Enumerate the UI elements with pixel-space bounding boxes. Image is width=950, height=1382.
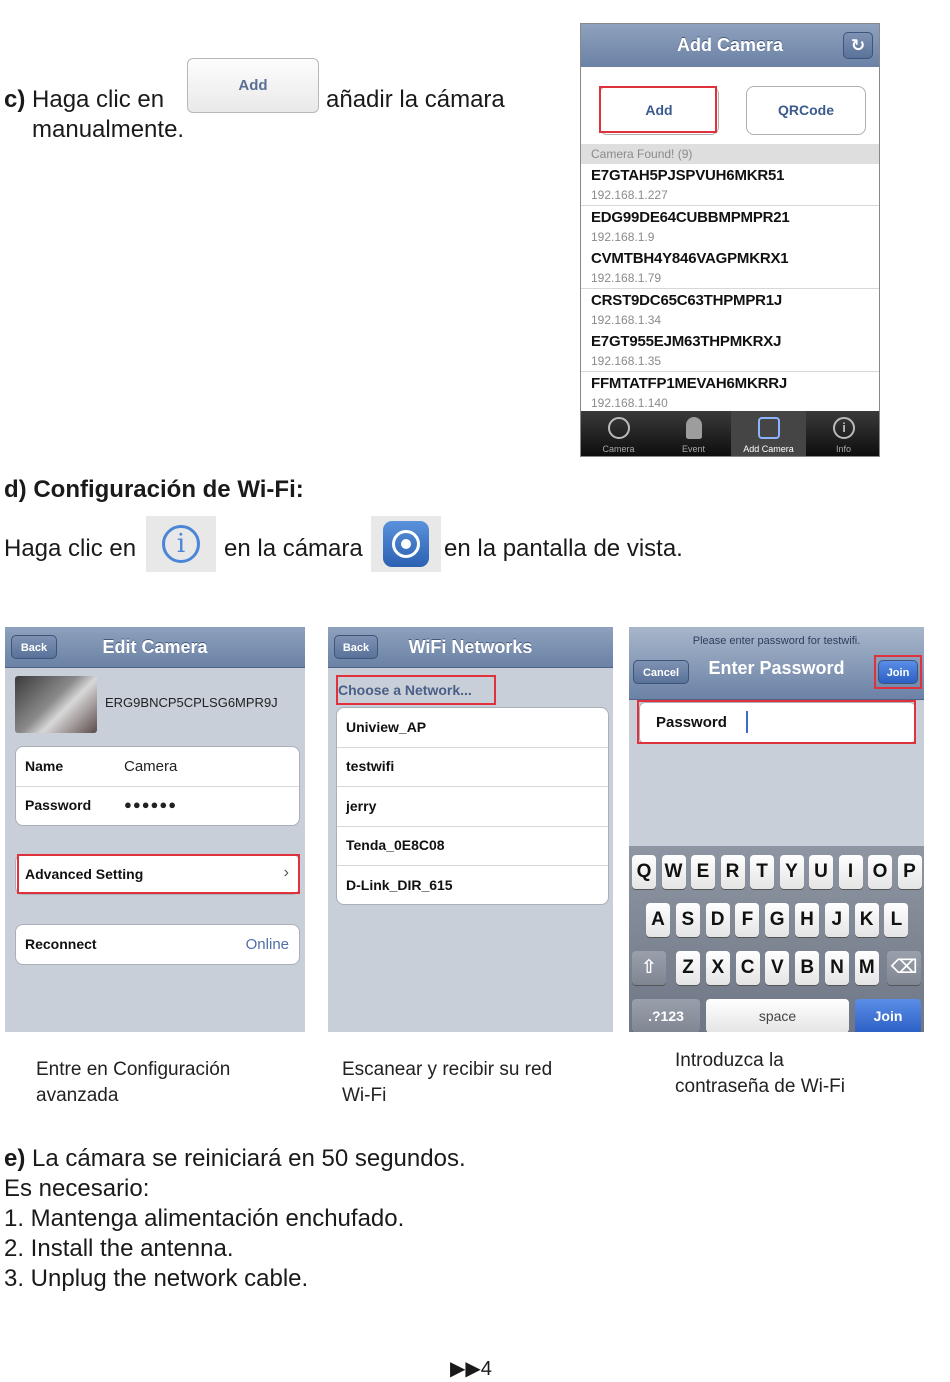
edit-camera-title: Edit Camera [102, 637, 208, 657]
caption2-line1: Escanear y recibir su red [342, 1059, 553, 1080]
choose-network-label: Choose a Network... [338, 682, 472, 698]
camera-thumbnail [15, 676, 97, 733]
qrcode-button[interactable]: QRCode [746, 86, 866, 135]
camera-ip: 192.168.1.79 [591, 271, 662, 285]
chevron-right-icon: › [283, 864, 289, 881]
tab-add-camera-label: Add Camera [743, 444, 794, 454]
camera-id: CRST9DC65C63THPMPR1J [591, 291, 783, 309]
step-c-text-before: Haga clic en [32, 86, 165, 113]
network-name: D-Link_DIR_615 [346, 876, 453, 893]
caption1-line2: avanzada [36, 1085, 119, 1106]
network-item[interactable] [337, 747, 608, 787]
password-title: Enter Password [708, 658, 845, 678]
reconnect-group [15, 924, 300, 965]
password-prompt: Please enter password for testwifi. [692, 635, 861, 647]
tab-camera[interactable] [581, 411, 656, 456]
key-t[interactable]: T [750, 855, 774, 889]
camera-list-item[interactable] [581, 247, 879, 289]
backspace-icon: ⌫ [890, 957, 918, 978]
camera-id: E7GT955EJM63THPMKRXJ [591, 333, 782, 350]
camera-icon-box [371, 516, 441, 572]
key-o[interactable]: O [868, 855, 892, 889]
key-s[interactable]: S [676, 903, 700, 937]
camera-list-item[interactable] [581, 372, 879, 414]
network-name: jerry [346, 797, 377, 814]
wifi-title: WiFi Networks [408, 637, 533, 657]
refresh-button[interactable] [843, 32, 873, 59]
step-e-line5: 3. Unplug the network cable. [4, 1265, 309, 1292]
shift-key[interactable] [632, 951, 666, 985]
numbers-key[interactable]: .?123 [632, 999, 700, 1032]
tab-add-camera[interactable] [731, 411, 806, 456]
add-camera-title: Add Camera [676, 35, 784, 55]
camera-id: E7GTAH5PJSPVUH6MKR51 [591, 167, 785, 184]
backspace-key[interactable] [887, 951, 921, 985]
join-highlight [874, 655, 922, 689]
wifi-back-button[interactable]: Back [334, 635, 378, 659]
shift-icon: ⇧ [641, 957, 657, 978]
network-list [336, 707, 609, 905]
tab-info-label: Info [835, 444, 851, 454]
join-nav-button[interactable]: Join [878, 660, 918, 684]
info-tab-icon: i [833, 417, 855, 439]
key-r[interactable]: R [721, 855, 745, 889]
camera-ip: 192.168.1.140 [591, 395, 668, 410]
key-e[interactable]: E [691, 855, 715, 889]
password-row[interactable] [16, 786, 299, 825]
add-camera-screen [580, 23, 880, 457]
inline-add-button[interactable]: Add [187, 58, 319, 113]
key-u[interactable]: U [809, 855, 833, 889]
password-field-label: Password [656, 714, 727, 731]
step-e-line3: 1. Mantenga alimentación enchufado. [4, 1205, 405, 1232]
key-c[interactable]: C [736, 951, 760, 985]
step-e-line2: Es necesario: [4, 1175, 150, 1202]
password-label: Password [25, 797, 92, 813]
camera-list-item[interactable] [581, 289, 879, 331]
tab-camera-label: Camera [602, 444, 635, 454]
caption-password [675, 1048, 845, 1100]
step-e-text1: La cámara se reiniciará en 50 segundos. [32, 1145, 466, 1172]
add-button-highlight [599, 86, 717, 133]
network-name: testwifi [346, 758, 395, 775]
camera-ip: 192.168.1.35 [591, 354, 662, 368]
camera-id: FFMTATFP1MEVAH6MKRRJ [591, 374, 787, 392]
key-m[interactable]: M [855, 951, 879, 985]
key-b[interactable]: B [795, 951, 819, 985]
advanced-setting-highlight [17, 854, 300, 894]
name-row[interactable] [16, 747, 299, 787]
name-value: Camera [124, 758, 178, 775]
key-g[interactable]: G [765, 903, 789, 937]
reconnect-label: Reconnect [25, 936, 97, 952]
info-icon-box [146, 516, 216, 572]
camera-ip: 192.168.1.34 [591, 312, 662, 327]
camera-id: CVMTBH4Y846VAGPMKRX1 [591, 250, 789, 267]
add-button[interactable]: Add [599, 86, 719, 135]
key-l[interactable]: L [884, 903, 908, 937]
camera-app-icon [383, 521, 429, 567]
camera-id: EDG99DE64CUBBMPMPR21 [591, 208, 790, 226]
edit-camera-screen [5, 627, 305, 1032]
advanced-setting-label: Advanced Setting [25, 866, 144, 882]
key-v[interactable]: V [765, 951, 789, 985]
caption1-line1: Entre en Configuración [36, 1059, 231, 1080]
network-item[interactable] [337, 708, 608, 748]
caption3-line1: Introduzca la [675, 1050, 784, 1071]
network-item[interactable] [337, 866, 608, 905]
credentials-group [15, 746, 300, 826]
tab-event[interactable] [656, 411, 731, 456]
step-c-line2: manualmente. [32, 116, 185, 143]
key-d[interactable]: D [706, 903, 730, 937]
refresh-icon: ↻ [850, 36, 866, 55]
key-k[interactable]: K [855, 903, 879, 937]
camera-found-header: Camera Found! (9) [581, 144, 879, 164]
key-y[interactable]: Y [780, 855, 804, 889]
password-field-highlight [637, 700, 916, 744]
network-item[interactable] [337, 787, 608, 827]
step-c-text-after: añadir la cámara [326, 86, 505, 113]
tab-event-label: Event [681, 444, 705, 454]
key-w[interactable]: W [662, 855, 686, 889]
caption-advanced [36, 1057, 230, 1109]
join-key[interactable]: Join [855, 999, 921, 1032]
page-number: ▶▶4 [450, 1358, 492, 1380]
network-item[interactable] [337, 826, 608, 866]
cancel-button[interactable]: Cancel [633, 660, 689, 684]
step-c-label: c) [4, 86, 26, 113]
tab-bar [581, 411, 879, 456]
camera-list-item[interactable] [581, 206, 879, 248]
key-f[interactable]: F [735, 903, 759, 937]
key-z[interactable]: Z [676, 951, 700, 985]
key-i[interactable]: I [839, 855, 863, 889]
step-e-line4: 2. Install the antenna. [4, 1235, 234, 1262]
caption-scan [342, 1057, 552, 1109]
step-c-line1 [4, 85, 164, 115]
step-d-text2: en la cámara [224, 535, 363, 562]
camera-ip: 192.168.1.227 [591, 188, 668, 202]
network-name: Uniview_AP [346, 719, 427, 735]
camera-list-item[interactable] [581, 330, 879, 372]
key-h[interactable]: H [795, 903, 819, 937]
key-n[interactable]: N [825, 951, 849, 985]
reconnect-status: Online [245, 936, 289, 953]
step-d-text1: Haga clic en [4, 535, 137, 562]
reconnect-row[interactable] [16, 925, 299, 964]
camera-list-item[interactable] [581, 164, 879, 206]
name-label: Name [25, 758, 64, 774]
step-e-label: e) [4, 1145, 26, 1172]
choose-network-highlight [336, 675, 496, 705]
network-name: Tenda_0E8C08 [346, 837, 445, 854]
key-x[interactable]: X [706, 951, 730, 985]
password-value: ●●●●●● [124, 797, 178, 812]
camera-tab-icon [608, 417, 630, 439]
enter-password-screen [629, 627, 924, 1032]
key-p[interactable]: P [898, 855, 922, 889]
step-d-heading: d) Configuración de Wi-Fi: [4, 476, 304, 503]
edit-back-button[interactable]: Back [11, 635, 57, 659]
key-j[interactable]: J [825, 903, 849, 937]
camera-ip: 192.168.1.9 [591, 229, 655, 244]
key-q[interactable]: Q [632, 855, 656, 889]
edit-camera-id: ERG9BNCP5CPLSG6MPR9J [105, 695, 278, 710]
caption2-line2: Wi-Fi [342, 1085, 387, 1106]
step-d-text3: en la pantalla de vista. [444, 535, 683, 562]
keyboard [629, 846, 924, 1032]
add-camera-tab-icon [758, 417, 780, 439]
bell-icon [686, 417, 702, 439]
caption3-line2: contraseña de Wi-Fi [675, 1076, 846, 1097]
info-icon: i [162, 525, 200, 563]
step-e-line1 [4, 1144, 466, 1174]
tab-info[interactable] [806, 411, 880, 456]
space-key[interactable]: space [706, 999, 849, 1032]
key-a[interactable]: A [646, 903, 670, 937]
wifi-networks-screen [328, 627, 613, 1032]
